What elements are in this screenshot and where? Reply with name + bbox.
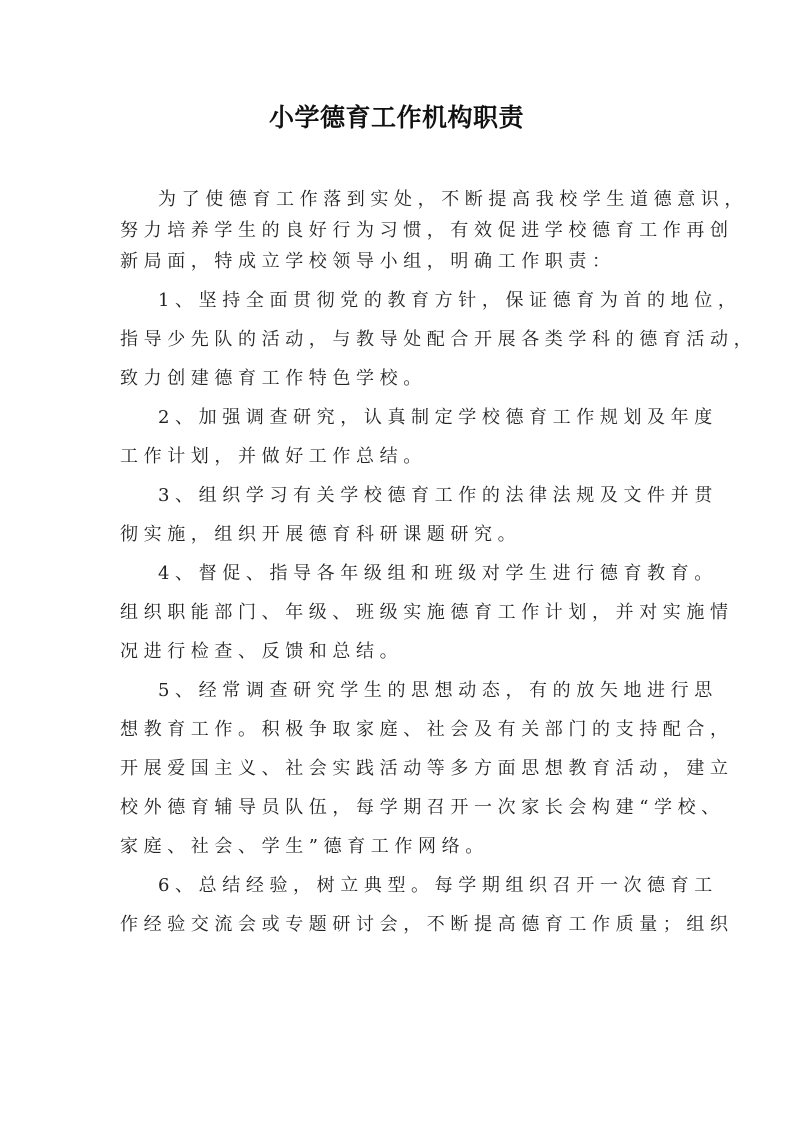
paragraph-line: 作经验交流会或专题研讨会，不断提高德育工作质量；组织 [120, 914, 734, 935]
paragraph-line: 5、经常调查研究学生的思想动态，有的放矢地进行思 [158, 680, 718, 701]
paragraph-line: 开展爱国主义、社会实践活动等多方面思想教育活动，建立 [120, 758, 734, 779]
paragraph-line: 4、督促、指导各年级组和班级对学生进行德育教育。 [158, 563, 718, 584]
paragraph-line: 1、坚持全面贯彻党的教育方针，保证德育为首的地位， [158, 290, 742, 311]
paragraph-line: 努力培养学生的良好行为习惯，有效促进学校德育工作再创 [120, 220, 734, 241]
paragraph-line: 2、加强调查研究，认真制定学校德育工作规划及年度 [158, 407, 718, 428]
paragraph-line: 新局面，特成立学校领导小组，明确工作职责： [120, 251, 616, 272]
paragraph-line: 彻实施，组织开展德育科研课题研究。 [120, 524, 522, 545]
paragraph-line: 况进行检查、反馈和总结。 [120, 641, 404, 662]
paragraph-line: 3、组织学习有关学校德育工作的法律法规及文件并贯 [158, 485, 718, 506]
paragraph-line: 致力创建德育工作特色学校。 [120, 368, 427, 389]
paragraph-line: 家庭、社会、学生”德育工作网络。 [120, 836, 489, 857]
paragraph-line: 想教育工作。积极争取家庭、社会及有关部门的支持配合， [120, 719, 734, 740]
paragraph-line: 校外德育辅导员队伍，每学期召开一次家长会构建“学校、 [120, 797, 725, 818]
paragraph-line: 指导少先队的活动，与教导处配合开展各类学科的德育活动， [120, 329, 758, 350]
paragraph-line: 组织职能部门、年级、班级实施德育工作计划，并对实施情 [120, 602, 734, 623]
document-title: 小学德育工作机构职责 [268, 103, 524, 132]
paragraph-line: 6、总结经验，树立典型。每学期组织召开一次德育工 [158, 875, 718, 896]
paragraph-line: 为了使德育工作落到实处，不断提高我校学生道德意识， [158, 189, 748, 210]
paragraph-line: 工作计划，并做好工作总结。 [120, 446, 427, 467]
